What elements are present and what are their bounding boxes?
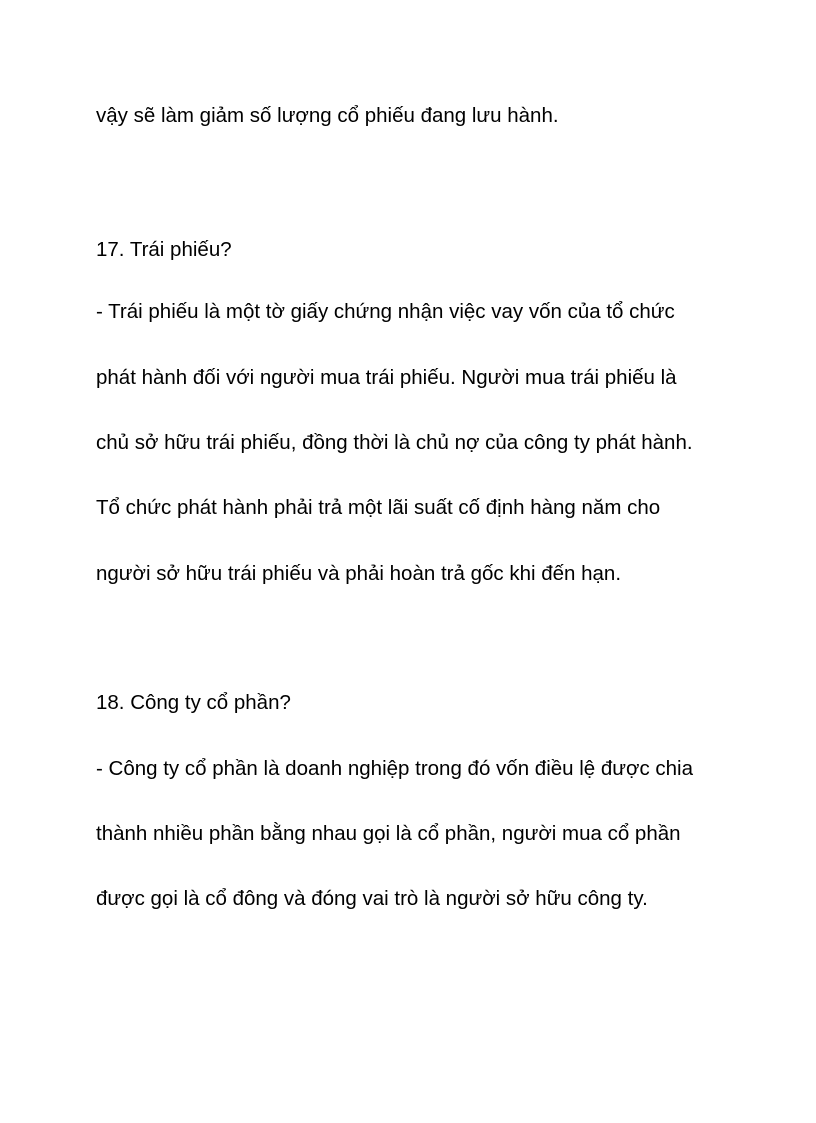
section-heading: 18. Công ty cổ phần? [96, 691, 291, 714]
paragraph-line: Tổ chức phát hành phải trả một lãi suất cố định hàng năm cho [96, 496, 661, 519]
paragraph-line: người sở hữu trái phiếu và phải hoàn trả gốc khi đến hạn. [96, 562, 622, 585]
paragraph-line: được gọi là cổ đông và đóng vai trò là người sở hữu công ty. [96, 887, 648, 910]
paragraph-line: thành nhiều phần bằng nhau gọi là cổ phần, người mua cổ phần [96, 822, 681, 845]
section-heading: 17. Trái phiếu? [96, 238, 232, 261]
paragraph-line: - Công ty cổ phần là doanh nghiệp trong đó vốn điều lệ được chia [96, 757, 694, 780]
paragraph-line: vậy sẽ làm giảm số lượng cổ phiếu đang lưu hành. [96, 104, 559, 127]
paragraph-line: phát hành đối với người mua trái phiếu. Người mua trái phiếu là [96, 366, 677, 389]
paragraph-line: chủ sở hữu trái phiếu, đồng thời là chủ nợ của công ty phát hành. [96, 431, 693, 454]
paragraph-line: - Trái phiếu là một tờ giấy chứng nhận việc vay vốn của tổ chức [96, 300, 675, 323]
